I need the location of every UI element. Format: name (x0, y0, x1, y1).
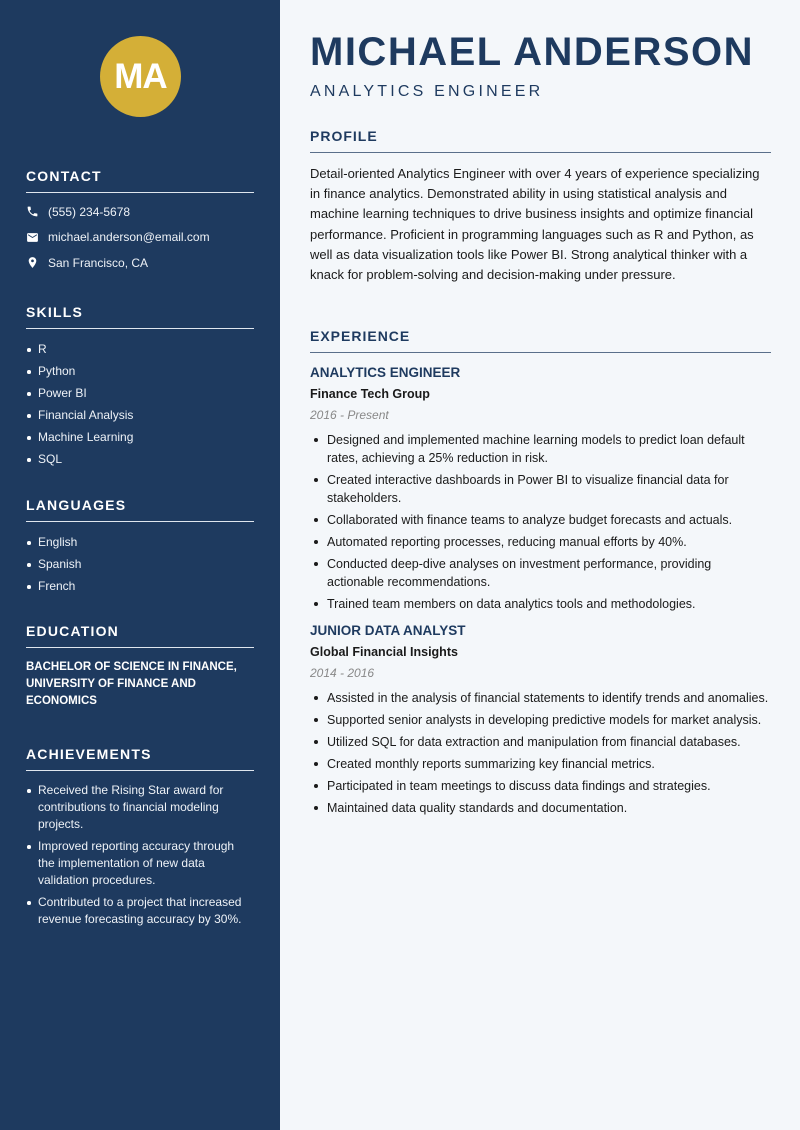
profile-heading: PROFILE (310, 128, 771, 153)
skills-heading: SKILLS (26, 304, 254, 329)
languages-list (26, 531, 254, 597)
education-heading: EDUCATION (26, 623, 254, 648)
job-bullet: Created monthly reports summarizing key financial metrics. (310, 755, 771, 773)
profile-text: Detail-oriented Analytics Engineer with over 4 years of experience specializing in finance analytics. Demonstrated ability in using statistical analysis and machine learning techniques to drive business insights and optimize financial performance. Proficient in programming languages such as R and Python, as well as data visualization tools like Power BI. Strong analytical thinker with a knack for problem-solving and decision-making under pressure. (310, 166, 760, 283)
contact-location (26, 250, 254, 276)
experience-heading: EXPERIENCE (310, 328, 771, 353)
achievements-heading: ACHIEVEMENTS (26, 746, 254, 771)
job-entry (310, 623, 771, 817)
candidate-name: MICHAEL ANDERSON (310, 30, 755, 74)
achievement-item: Received the Rising Star award for contributions to financial modeling projects. (26, 782, 254, 833)
language-item: English (26, 531, 254, 553)
job-title: JUNIOR DATA ANALYST (310, 623, 466, 638)
languages-section (26, 497, 254, 597)
contact-section (26, 168, 254, 276)
job-bullet: Designed and implemented machine learning models to predict loan default rates, achieving a 25% reduction in risk. (310, 431, 771, 467)
job-bullet: Maintained data quality standards and documentation. (310, 799, 771, 817)
profile-section (310, 128, 771, 285)
candidate-title: ANALYTICS ENGINEER (310, 83, 544, 100)
skill-item: Financial Analysis (26, 404, 254, 426)
location-text: San Francisco, CA (48, 255, 149, 270)
experience-section (310, 328, 771, 821)
job-bullet: Participated in team meetings to discuss data findings and strategies. (310, 777, 771, 795)
job-bullet: Supported senior analysts in developing predictive models for market analysis. (310, 711, 771, 729)
job-bullet: Collaborated with finance teams to analyze budget forecasts and actuals. (310, 511, 771, 529)
contact-email (26, 225, 254, 251)
location-pin-icon (26, 256, 39, 269)
contact-phone (26, 199, 254, 225)
skill-item: Power BI (26, 382, 254, 404)
job-bullet: Created interactive dashboards in Power BI to visualize financial data for stakeholders. (310, 471, 771, 507)
language-item: French (26, 575, 254, 597)
email-text: michael.anderson@email.com (48, 230, 210, 245)
achievements-section (26, 746, 254, 933)
skill-item: Python (26, 360, 254, 382)
job-bullet: Utilized SQL for data extraction and manipulation from financial databases. (310, 733, 771, 751)
job-bullet: Trained team members on data analytics tools and methodologies. (310, 595, 771, 613)
skill-item: SQL (26, 448, 254, 470)
skills-section (26, 304, 254, 470)
education-section (26, 623, 254, 710)
phone-text: (555) 234-5678 (48, 204, 131, 219)
avatar: MA (100, 36, 181, 117)
education-degree: BACHELOR OF SCIENCE IN FINANCE, UNIVERSITY OF FINANCE AND ECONOMICS (26, 661, 237, 707)
job-dates: 2016 - Present (310, 408, 389, 422)
languages-heading: LANGUAGES (26, 497, 254, 522)
job-bullet: Automated reporting processes, reducing manual efforts by 40%. (310, 533, 771, 551)
achievements-list (26, 782, 254, 928)
job-bullet: Conducted deep-dive analyses on investment performance, providing actionable recommendations. (310, 555, 771, 591)
company-name: Finance Tech Group (310, 387, 430, 401)
company-name: Global Financial Insights (310, 645, 458, 659)
achievement-item: Contributed to a project that increased revenue forecasting accuracy by 30%. (26, 894, 254, 928)
contact-heading: CONTACT (26, 168, 254, 193)
skill-item: R (26, 338, 254, 360)
job-title: ANALYTICS ENGINEER (310, 365, 461, 380)
sidebar (0, 0, 280, 1130)
skill-item: Machine Learning (26, 426, 254, 448)
language-item: Spanish (26, 553, 254, 575)
phone-icon (26, 205, 39, 218)
email-icon (26, 231, 39, 244)
job-dates: 2014 - 2016 (310, 666, 375, 680)
skills-list (26, 338, 254, 470)
job-bullet: Assisted in the analysis of financial statements to identify trends and anomalies. (310, 689, 771, 707)
achievement-item: Improved reporting accuracy through the implementation of new data validation procedures. (26, 838, 254, 889)
job-entry (310, 365, 771, 613)
